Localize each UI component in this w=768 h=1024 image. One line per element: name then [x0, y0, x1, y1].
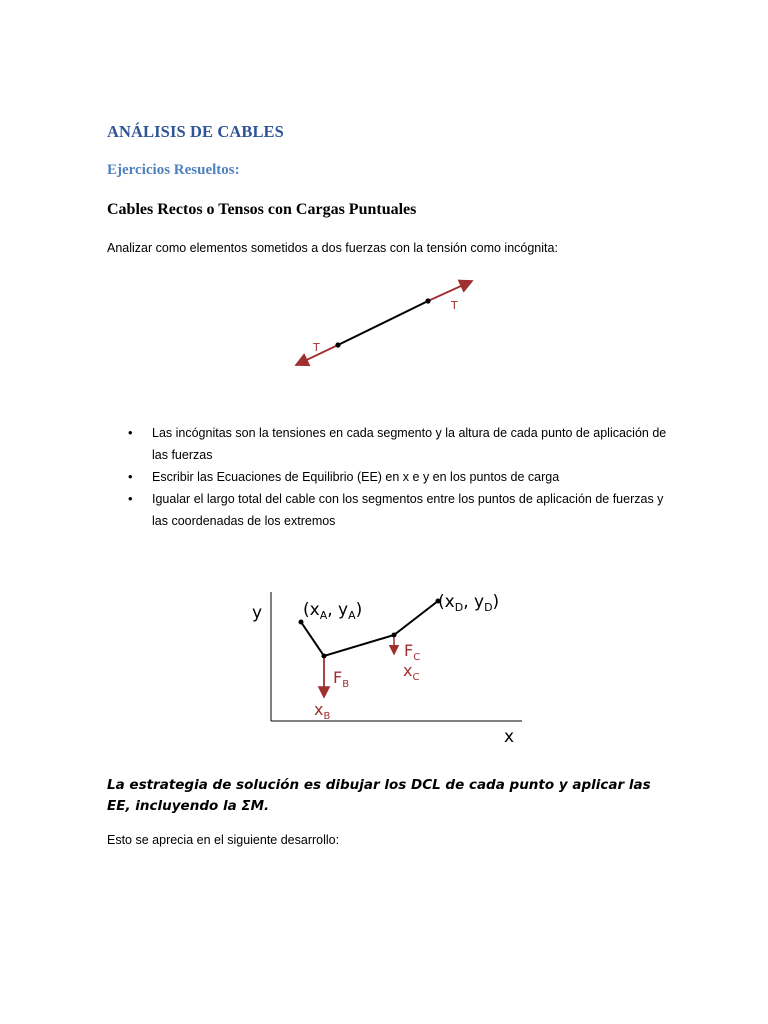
bullet-icon: •	[128, 469, 133, 484]
page-title: ANÁLISIS DE CABLES	[107, 122, 284, 141]
cable-loads-diagram	[240, 580, 540, 750]
cable-tension-diagram	[280, 270, 490, 380]
list-item-text: Igualar el largo total del cable con los segmentos entre los puntos de aplicación de fuerzas y las coordenadas de los extremos	[152, 492, 664, 528]
point-d-label: ($x_D$, $y_D$)	[438, 592, 500, 614]
point-a-label: ($x_A$, $y_A$)	[303, 600, 363, 622]
subtitle: Ejercicios Resueltos:	[107, 162, 240, 178]
y-axis-label: y	[252, 603, 263, 623]
list-item	[128, 422, 668, 466]
point-b	[322, 654, 327, 659]
list-item	[128, 488, 668, 532]
list-item-text: Escribir las Ecuaciones de Equilibrio (EE) en x e y en los puntos de carga	[152, 470, 560, 484]
x-axis-label: x	[504, 727, 515, 747]
section-heading: Cables Rectos o Tensos con Cargas Puntuales	[107, 201, 417, 218]
tension-label-left: T	[313, 341, 320, 354]
force-b-label: $F_B$	[333, 668, 350, 690]
point-a	[299, 620, 304, 625]
bullet-icon: •	[128, 425, 133, 440]
intro-paragraph: Analizar como elementos sometidos a dos fuerzas con la tensión como incógnita:	[107, 241, 558, 255]
closing-paragraph: Esto se aprecia en el siguiente desarrollo:	[107, 833, 340, 847]
point-c	[392, 633, 397, 638]
force-c-label: $F_C$	[404, 641, 421, 663]
bullet-icon: •	[128, 491, 133, 506]
tension-label-right: T	[451, 299, 458, 312]
list-item-text: Las incógnitas son la tensiones en cada segmento y la altura de cada punto de aplicación de las fuerzas	[152, 426, 667, 462]
cable-endpoint-left	[335, 342, 340, 347]
list-item	[128, 466, 668, 488]
bullet-list	[128, 422, 668, 532]
strategy-statement: La estrategia de solución es dibujar los DCL de cada punto y aplicar las EE, incluyendo la ΣM.	[107, 777, 651, 814]
position-b-label: $x_B$	[314, 700, 331, 722]
cable-segment	[338, 301, 428, 345]
tension-arrow-right	[428, 281, 472, 301]
cable-endpoint-right	[425, 298, 430, 303]
position-c-label: $x_C$	[403, 661, 420, 683]
